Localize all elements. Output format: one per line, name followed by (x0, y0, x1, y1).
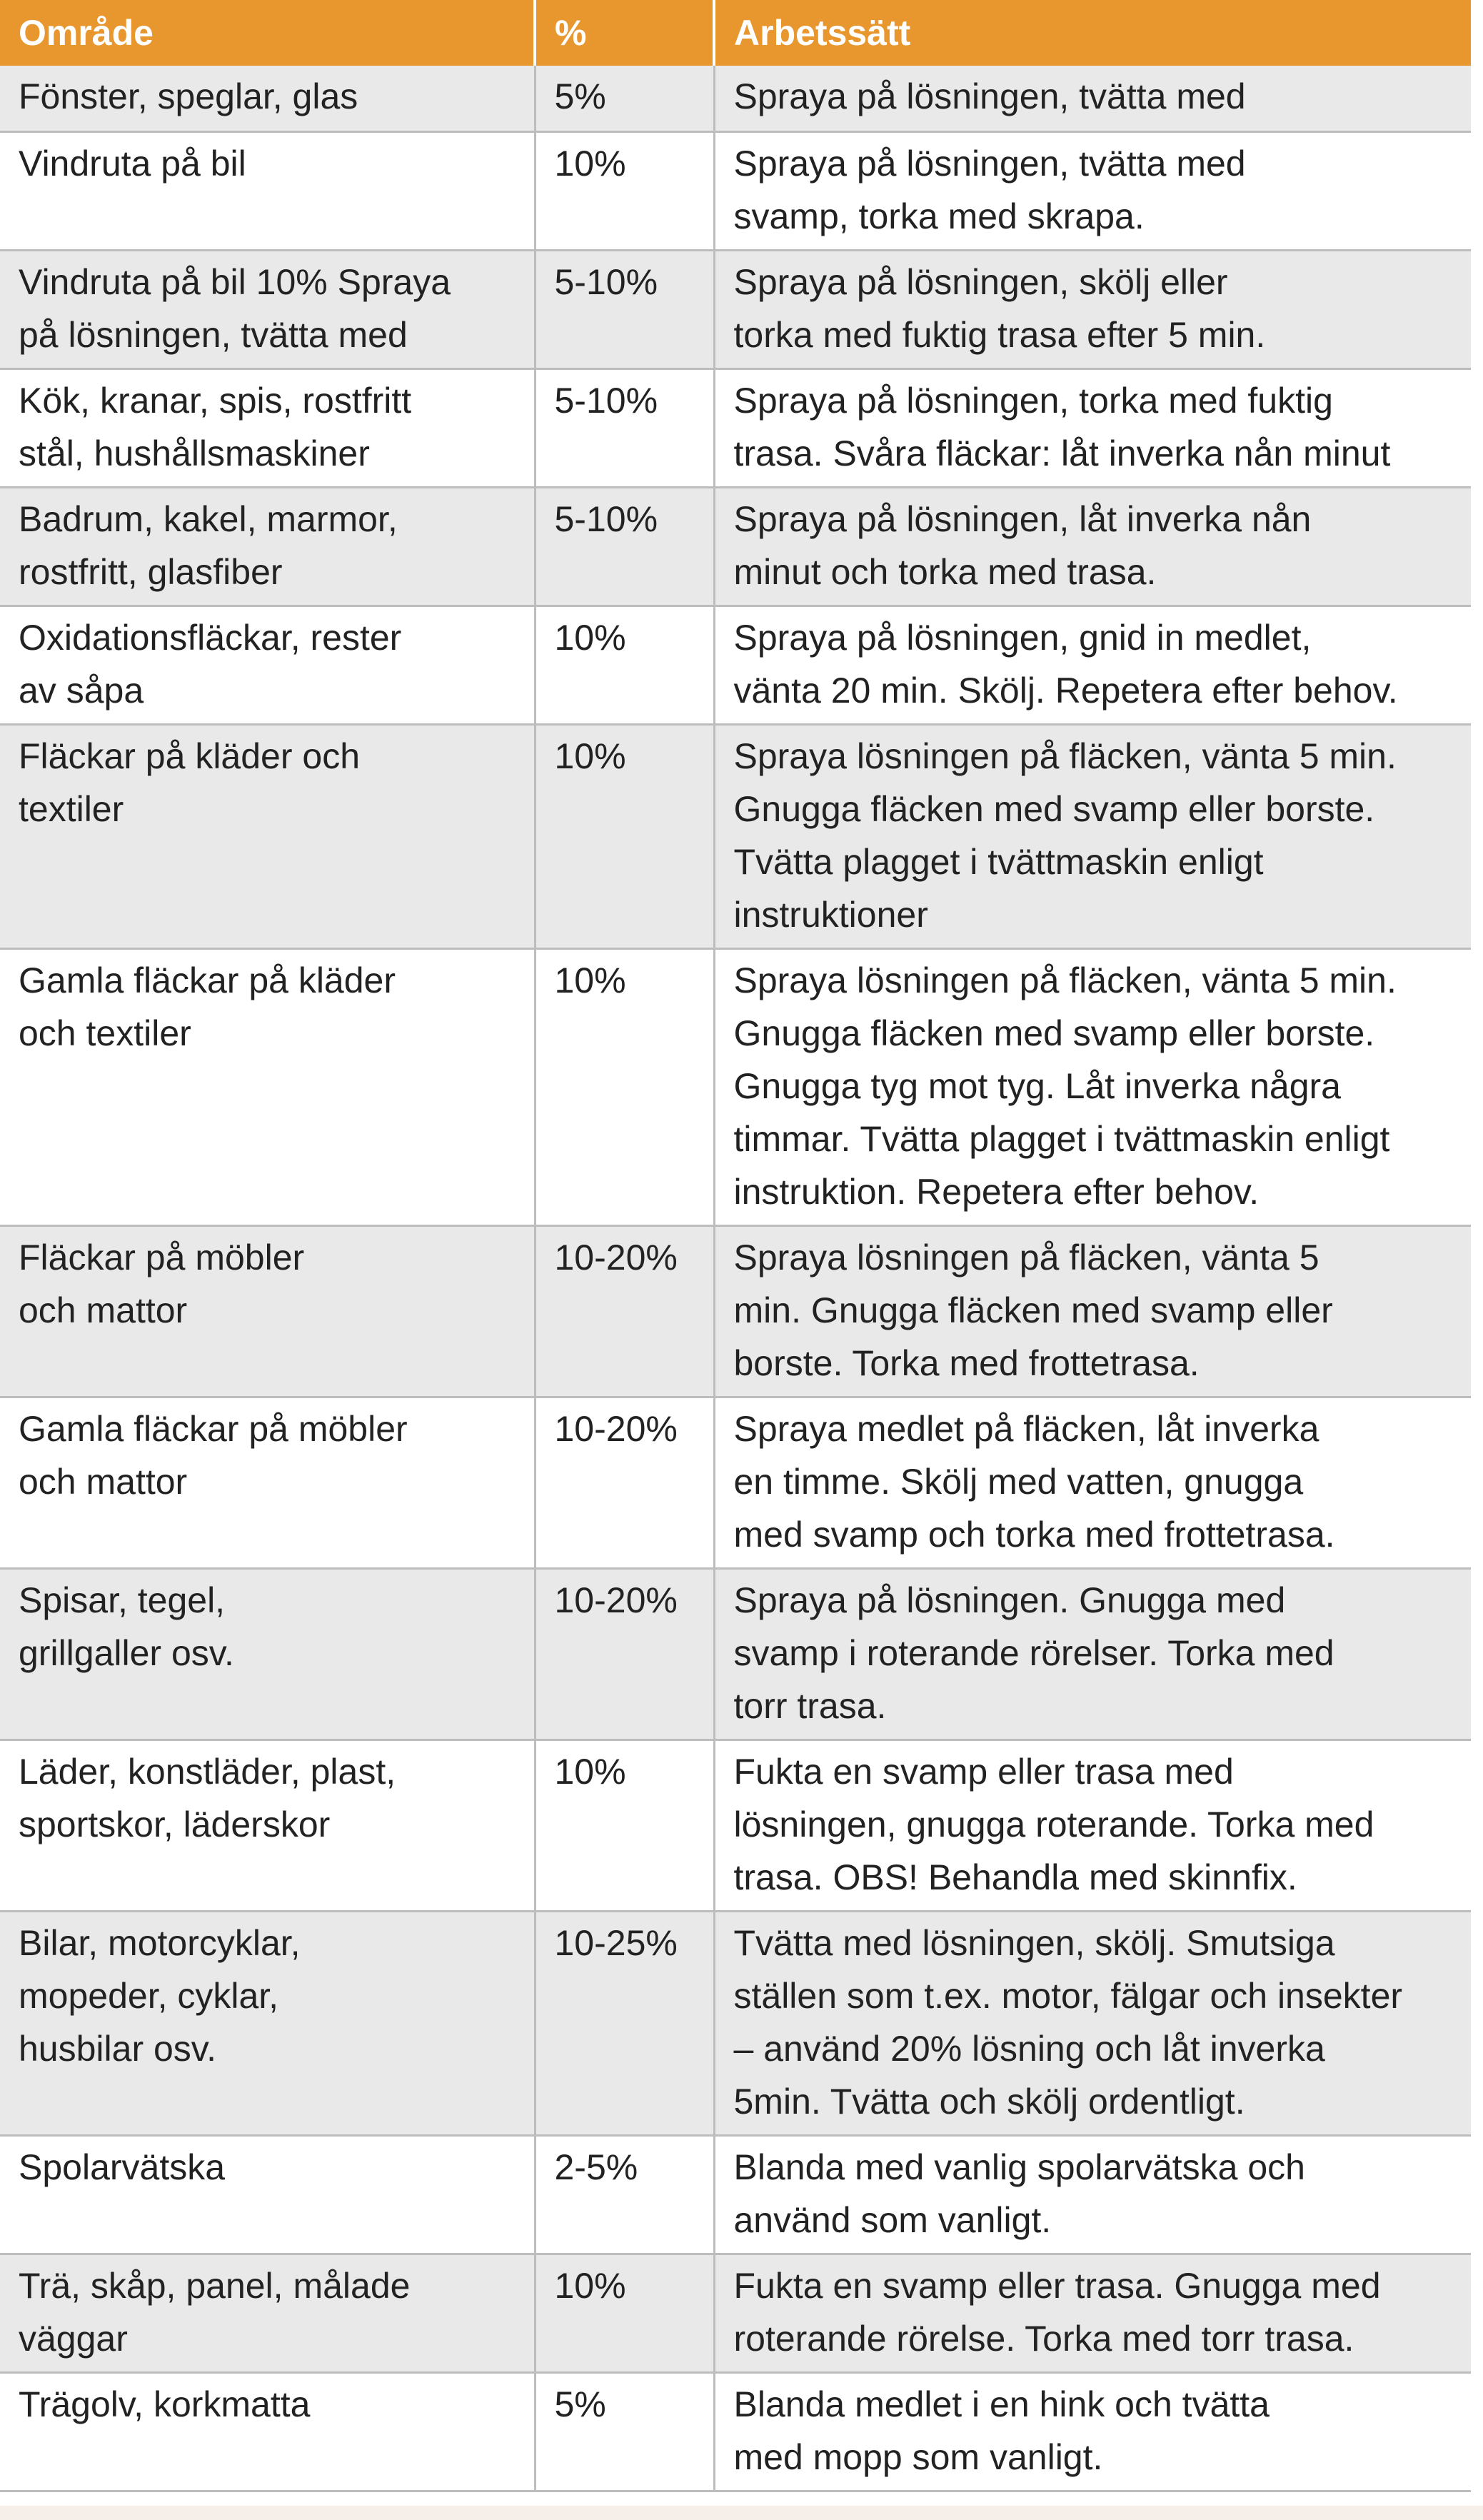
cell-method-line: Spraya på lösningen, torka med fuktig (733, 380, 1333, 421)
cell-method-line: Tvätta plagget i tvättmaskin enligt (733, 841, 1264, 882)
cell-area (0, 1911, 535, 2135)
cell-method (714, 131, 1471, 250)
cell-method-line: torr trasa. (733, 1685, 887, 1726)
cell-percent: 10% (535, 724, 714, 948)
cell-area (0, 1397, 535, 1568)
cell-method-line: Gnugga fläcken med svamp eller borste. (733, 788, 1375, 829)
cell-method-line: instruktioner (733, 894, 928, 935)
cell-method-line: 5min. Tvätta och skölj ordentligt. (733, 2081, 1245, 2122)
cell-method-line: med mopp som vanligt. (733, 2436, 1103, 2477)
cell-percent: 10-20% (535, 1225, 714, 1397)
cell-method-line: lösningen, gnugga roterande. Torka med (733, 1804, 1374, 1844)
table-row (0, 250, 1471, 368)
cell-area-line: Vindruta på bil 10% Spraya (19, 261, 451, 302)
cell-percent: 5% (535, 2372, 714, 2491)
cell-area-line: Bilar, motorcyklar, (19, 1922, 301, 1963)
cell-area-line: Oxidationsfläckar, rester (19, 617, 402, 658)
cell-percent: 10% (535, 606, 714, 724)
cell-percent: 10-20% (535, 1397, 714, 1568)
table-row (0, 606, 1471, 724)
cell-area (0, 948, 535, 1225)
cell-method-line: med svamp och torka med frottetrasa. (733, 1514, 1335, 1555)
cell-method-line: roterande rörelse. Torka med torr trasa. (733, 2318, 1354, 2359)
cell-area-line: Gamla fläckar på möbler (19, 1408, 408, 1449)
header-method: Arbetssätt (714, 0, 1471, 66)
cell-method-line: instruktion. Repetera efter behov. (733, 1171, 1260, 1212)
cell-percent: 10-20% (535, 1568, 714, 1740)
cell-method-line: Blanda medlet i en hink och tvätta (733, 2384, 1270, 2424)
table-row (0, 66, 1471, 131)
cell-method-line: Spraya på lösningen, gnid in medlet, (733, 617, 1312, 658)
cell-method (714, 1225, 1471, 1397)
cell-area-line: rostfritt, glasfiber (19, 551, 283, 592)
table-body (0, 66, 1471, 2491)
cell-percent: 10% (535, 1740, 714, 1911)
cell-area-line: stål, hushållsmaskiner (19, 433, 370, 473)
cell-method-line: en timme. Skölj med vatten, gnugga (733, 1461, 1304, 1502)
cell-area-line: och textiler (19, 1013, 191, 1053)
cell-method (714, 2135, 1471, 2254)
header-row (0, 0, 1471, 66)
cell-area-line: sportskor, läderskor (19, 1804, 331, 1844)
table-row (0, 2254, 1471, 2372)
cell-area-line: Badrum, kakel, marmor, (19, 498, 398, 539)
cell-percent: 5-10% (535, 368, 714, 487)
cell-method-line: Tvätta med lösningen, skölj. Smutsiga (733, 1922, 1335, 1963)
cell-area-line: på lösningen, tvätta med (19, 314, 408, 355)
cell-method (714, 724, 1471, 948)
cell-method-line: trasa. Svåra fläckar: låt inverka nån minut (733, 433, 1391, 473)
cell-method (714, 66, 1471, 131)
cell-method-line: Spraya på lösningen, låt inverka nån (733, 498, 1312, 539)
cell-area-line: mopeder, cyklar, (19, 1975, 279, 2016)
cell-method-line: min. Gnugga fläcken med svamp eller (733, 1290, 1333, 1330)
cell-area (0, 66, 535, 131)
table-row (0, 2135, 1471, 2254)
cell-method-line: Spraya lösningen på fläcken, vänta 5 (733, 1237, 1319, 1277)
cell-method-line: Fukta en svamp eller trasa. Gnugga med (733, 2265, 1381, 2306)
bottom-edge (0, 2506, 1483, 2520)
cell-method-line: Gnugga fläcken med svamp eller borste. (733, 1013, 1375, 1053)
cell-percent: 10% (535, 2254, 714, 2372)
cell-area (0, 1225, 535, 1397)
cell-area (0, 368, 535, 487)
table-row (0, 724, 1471, 948)
cell-method-line: svamp, torka med skrapa. (733, 196, 1145, 236)
cell-method-line: torka med fuktig trasa efter 5 min. (733, 314, 1266, 355)
header-percent: % (535, 0, 714, 66)
cell-method-line: Gnugga tyg mot tyg. Låt inverka några (733, 1065, 1341, 1106)
cell-method-line: Spraya på lösningen, skölj eller (733, 261, 1228, 302)
cell-area (0, 1568, 535, 1740)
cell-area-line: och mattor (19, 1290, 188, 1330)
cell-method-line: Blanda med vanlig spolarvätska och (733, 2147, 1305, 2187)
cell-method (714, 2254, 1471, 2372)
cell-percent: 5% (535, 66, 714, 131)
cell-method (714, 1740, 1471, 1911)
table-row (0, 1911, 1471, 2135)
cell-area (0, 2135, 535, 2254)
cell-area-line: Fönster, speglar, glas (19, 76, 358, 116)
cell-area (0, 250, 535, 368)
cell-area (0, 1740, 535, 1911)
cell-area (0, 724, 535, 948)
cell-method-line: borste. Torka med frottetrasa. (733, 1342, 1200, 1383)
cell-area-line: Fläckar på möbler (19, 1237, 305, 1277)
cell-area-line: grillgaller osv. (19, 1632, 234, 1673)
cell-area-line: textiler (19, 788, 124, 829)
cell-method-line: trasa. OBS! Behandla med skinnfix. (733, 1857, 1297, 1897)
cell-area-line: Trägolv, korkmatta (19, 2384, 311, 2424)
cell-area-line: väggar (19, 2318, 128, 2359)
cell-method (714, 606, 1471, 724)
header-area: Område (0, 0, 535, 66)
cell-method-line: Fukta en svamp eller trasa med (733, 1751, 1234, 1792)
cell-area-line: Läder, konstläder, plast, (19, 1751, 396, 1792)
cell-area-line: av såpa (19, 670, 144, 711)
cell-area (0, 131, 535, 250)
cell-area-line: Trä, skåp, panel, målade (19, 2265, 411, 2306)
table-row (0, 368, 1471, 487)
cell-method (714, 1568, 1471, 1740)
table-row (0, 1397, 1471, 1568)
cell-area (0, 2254, 535, 2372)
table-row (0, 1225, 1471, 1397)
cell-method (714, 250, 1471, 368)
cell-percent: 10-25% (535, 1911, 714, 2135)
cell-area-line: Fläckar på kläder och (19, 736, 361, 776)
cell-method-line: använd som vanligt. (733, 2199, 1052, 2240)
cell-method-line: Spraya lösningen på fläcken, vänta 5 min. (733, 960, 1397, 1000)
cell-method (714, 2372, 1471, 2491)
table-row (0, 131, 1471, 250)
cell-area-line: Gamla fläckar på kläder (19, 960, 396, 1000)
cell-method-line: svamp i roterande rörelser. Torka med (733, 1632, 1334, 1673)
cell-area-line: Spisar, tegel, (19, 1580, 226, 1620)
cell-area (0, 2372, 535, 2491)
cell-percent: 10% (535, 131, 714, 250)
cell-area-line: Spolarvätska (19, 2147, 226, 2187)
cell-area-line: Kök, kranar, spis, rostfritt (19, 380, 412, 421)
cell-method-line: ställen som t.ex. motor, fälgar och insekter (733, 1975, 1403, 2016)
cell-area-line: Vindruta på bil (19, 143, 246, 184)
cell-method-line: minut och torka med trasa. (733, 551, 1157, 592)
cell-percent: 2-5% (535, 2135, 714, 2254)
cell-method-line: vänta 20 min. Skölj. Repetera efter behov. (733, 670, 1398, 711)
cell-method-line: Spraya på lösningen, tvätta med (733, 76, 1246, 116)
cell-percent: 5-10% (535, 250, 714, 368)
table-row (0, 487, 1471, 606)
table-row (0, 1740, 1471, 1911)
cell-area-line: husbilar osv. (19, 2028, 216, 2069)
table-header (0, 0, 1471, 66)
cell-method-line: Spraya lösningen på fläcken, vänta 5 min. (733, 736, 1397, 776)
cell-percent: 5-10% (535, 487, 714, 606)
cell-method-line: – använd 20% lösning och låt inverka (733, 2028, 1325, 2069)
table-row (0, 948, 1471, 1225)
cell-method (714, 948, 1471, 1225)
cell-method (714, 1911, 1471, 2135)
cell-method (714, 1397, 1471, 1568)
cell-area (0, 487, 535, 606)
table-row (0, 1568, 1471, 1740)
cell-area-line: och mattor (19, 1461, 188, 1502)
cell-method (714, 487, 1471, 606)
cell-method-line: Spraya på lösningen, tvätta med (733, 143, 1246, 184)
cell-method-line: Spraya medlet på fläcken, låt inverka (733, 1408, 1319, 1449)
cell-area (0, 606, 535, 724)
cell-method-line: timmar. Tvätta plagget i tvättmaskin enligt (733, 1118, 1390, 1159)
cell-method (714, 368, 1471, 487)
table-row (0, 2372, 1471, 2491)
cell-method-line: Spraya på lösningen. Gnugga med (733, 1580, 1286, 1620)
cell-percent: 10% (535, 948, 714, 1225)
